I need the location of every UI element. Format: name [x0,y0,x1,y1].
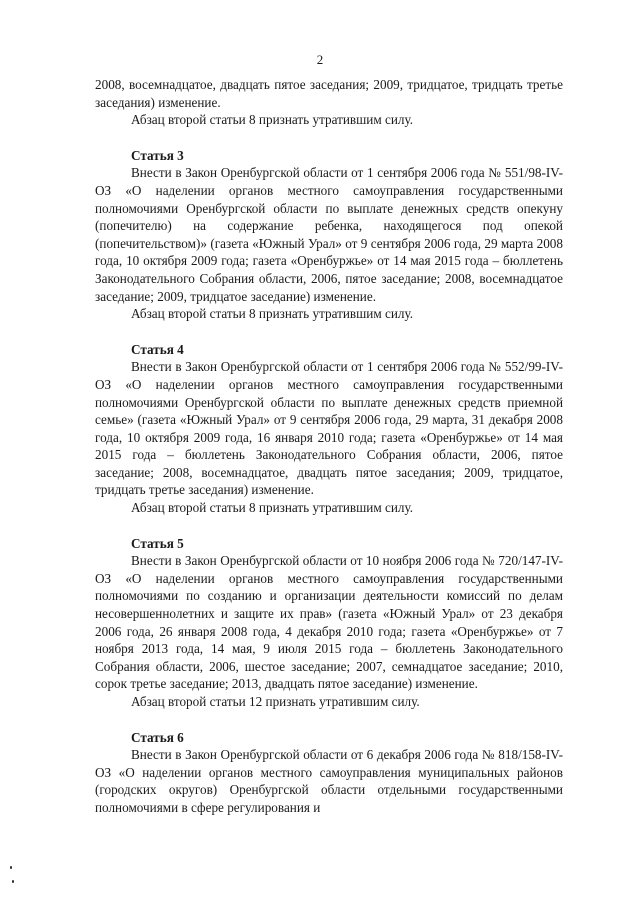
article-4 [95,341,563,517]
article-6 [95,729,563,817]
article-heading: Статья 6 [131,729,184,745]
intro-abzac: Абзац второй статьи 8 признать утратившим силу. [131,112,414,128]
article-abzac: Абзац второй статьи 8 признать утратившим силу. [131,500,414,516]
intro-paragraph: 2008, восемнадцатое, двадцать пятое заседания; 2009, тридцатое, тридцать третье заседания) изменение. [95,77,563,110]
article-3 [95,147,563,323]
article-abzac: Абзац второй статьи 12 признать утратившим силу. [131,694,420,709]
article-body: Внести в Закон Оренбургской области от 6 декабря 2006 года № 818/158-IV-ОЗ «О наделении органов местного самоуправления муниципальных районов (городских округов) Оренбургской области отдельными государственными полномочиями в сфере регулирования и [95,747,563,815]
article-body: Внести в Закон Оренбургской области от 1 сентября 2006 года № 551/98-IV-ОЗ «О наделении органов местного самоуправления государственными полномочиями Оренбургской области по выплате денежных средств опекуну (попечителю) на содержание ребенка, находящегося под опекой (попечительством)» (газета «Южный Урал» от 9 сентября 2006 года, 29 марта 2008 года, 10 октября 2009 года; газета «Оренбуржье» от 14 мая 2015 года – бюллетень Законодательного Собрания области, 2006, пятое заседание; 2008, восемнадцатое заседание; 2009, тридцатое заседание) изменение. [95,165,563,304]
document-body [95,76,563,817]
article-heading: Статья 3 [131,147,184,163]
scan-speck [10,866,12,869]
article-heading: Статья 5 [131,535,184,551]
article-heading: Статья 4 [131,341,184,357]
article-abzac: Абзац второй статьи 8 признать утратившим силу. [131,306,414,322]
page-number: 2 [316,52,324,67]
article-5 [95,535,563,711]
scan-speck [12,880,14,883]
article-body: Внести в Закон Оренбургской области от 1 сентября 2006 года № 552/99-IV-ОЗ «О наделении органов местного самоуправления государственными полномочиями Оренбургской области по выплате денежных средств приемной семье» (газета «Южный Урал» от 9 сентября 2006 года, 29 марта, 31 декабря 2008 года, 10 октября 2009 года, 16 января 2010 года; газета «Оренбуржье» от 14 мая 2015 года – бюллетень Законодательного Собрания области, 2006, пятое заседание; 2008, восемнадцатое, двадцать пятое заседания; 2009, тридцатое, тридцать третье заседания) изменение. [95,359,563,498]
article-body: Внести в Закон Оренбургской области от 10 ноября 2006 года № 720/147-IV-ОЗ «О наделении органов местного самоуправления государственными полномочиями по созданию и организации деятельности комиссий по делам несовершеннолетних и защите их прав» (газета «Южный Урал» от 23 декабря 2006 года, 26 января 2008 года, 4 декабря 2010 года; газета «Оренбуржье» от 7 ноября 2013 года, 14 мая, 9 июля 2015 года – бюллетень Законодательного Собрания области, 2006, шестое заседание; 2007, семнадцатое заседание; 2010, сорок третье заседание; 2013, двадцать пятое заседание) изменение. [95,553,563,692]
